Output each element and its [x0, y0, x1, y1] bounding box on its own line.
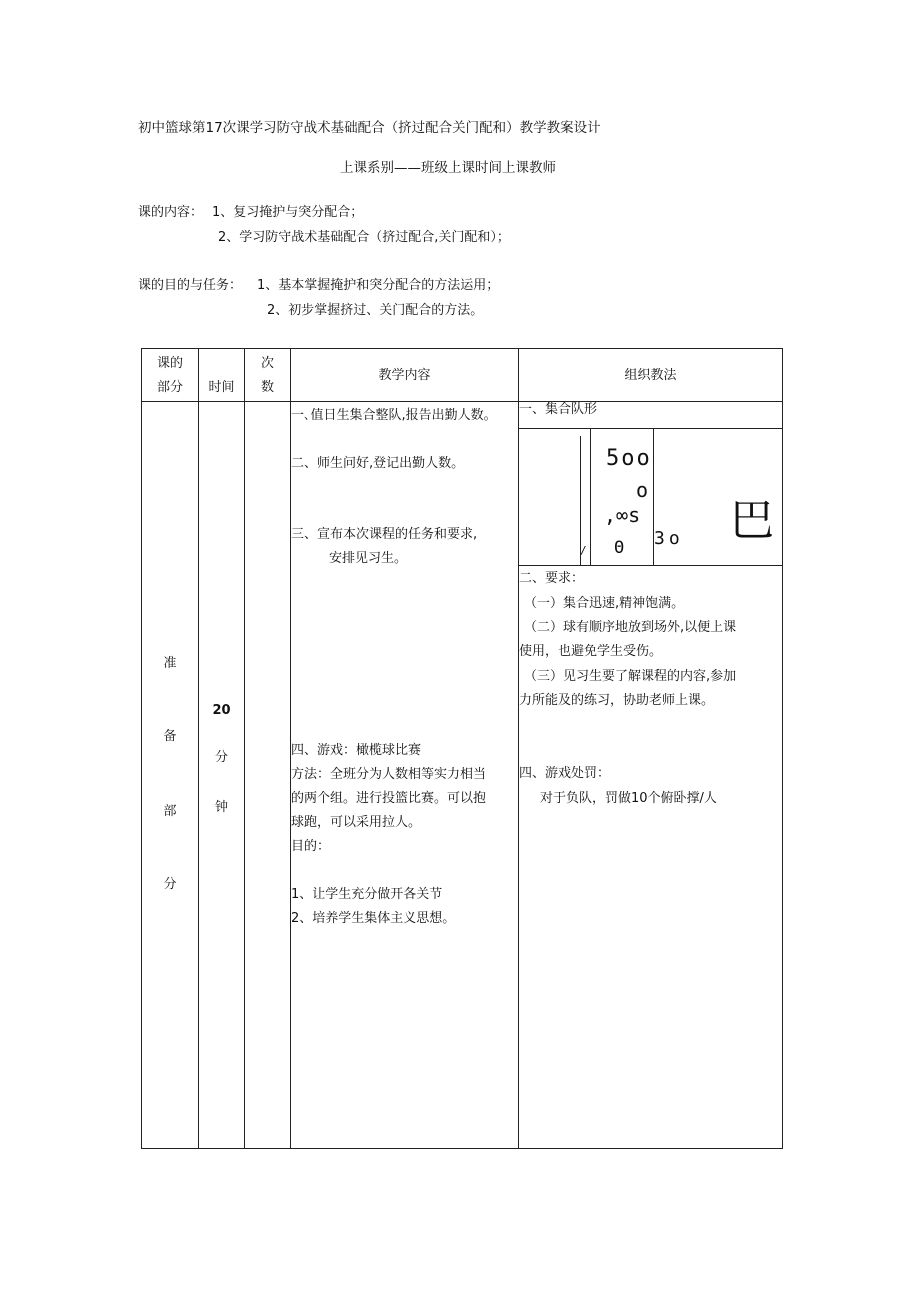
document-title: 初中篮球第17次课学习防守战术基础配合（挤过配合关门配和）教学教案设计: [138, 120, 601, 136]
formation-row-3: ,∞s: [604, 503, 641, 527]
formation-row-2: o: [636, 478, 649, 502]
content-game-goal-1: 1、让学生充分做开各关节: [291, 887, 443, 902]
org-requirement-2-line1: （二）球有顺序地放到场外,以便上课: [524, 620, 737, 635]
header-content: 教学内容: [378, 368, 431, 383]
section-char-2: 备: [163, 729, 177, 744]
content-item-announce-line2: 安排见习生。: [329, 551, 408, 566]
content-game-method-3: 球跑，可以采用拉人。: [291, 815, 422, 830]
header-part-line2: 部分: [156, 380, 183, 395]
org-penalty-text: 对于负队，罚做10个俯卧撑/人: [540, 791, 717, 806]
content-item-2: 2、学习防守战术基础配合（挤过配合,关门配和）；: [218, 230, 510, 245]
content-item-greeting: 二、师生问好,登记出勤人数。: [291, 456, 465, 471]
org-requirement-1: （一）集合迅速,精神饱满。: [524, 596, 685, 611]
header-time: 时间: [208, 380, 235, 395]
content-item-assembly: 一､值日生集合整队,报告出勤人数。: [291, 408, 497, 423]
content-item-1: 1、复习掩护与突分配合；: [212, 205, 364, 220]
section-char-3: 部: [163, 804, 177, 819]
formation-right-group: 3o: [654, 528, 684, 549]
goals-label: 课的目的与任务：: [138, 278, 243, 293]
section-time-value: 20: [212, 703, 231, 718]
content-label: 课的内容：: [138, 205, 204, 220]
org-requirement-2-line2: 使用，也避免学生受伤。: [519, 644, 663, 659]
header-count-line2: 数: [260, 380, 274, 395]
goals-item-1: 1、基本掌握掩护和突分配合的方法运用；: [257, 278, 500, 293]
content-game-method-2: 的两个组。进行投篮比赛。可以抱: [291, 791, 487, 806]
section-char-4: 分: [163, 877, 177, 892]
org-requirement-3-line2: 力所能及的练习，协助老师上课。: [519, 693, 715, 708]
header-part-line1: 课的: [156, 356, 183, 371]
goals-item-2: 2、初步掌握挤过、关门配合的方法。: [267, 303, 484, 318]
content-item-announce-line1: 三、宣布本次课程的任务和要求,: [291, 527, 478, 542]
org-formation-title: 一、集合队形: [519, 402, 598, 417]
org-requirement-3-line1: （三）见习生要了解课程的内容,参加: [524, 669, 737, 684]
header-method: 组织教法: [624, 368, 677, 383]
content-game-goal-2: 2、培养学生集体主义思想。: [291, 911, 456, 926]
content-game-title: 四、游戏：橄榄球比赛: [291, 743, 422, 758]
org-requirements-title: 二、要求：: [519, 571, 585, 586]
section-time-unit-2: 钟: [214, 800, 228, 815]
content-game-purpose: 目的：: [291, 839, 331, 854]
org-penalty-title: 四、游戏处罚：: [519, 766, 611, 781]
content-game-method-1: 方法：全班分为人数相等实力相当: [291, 767, 487, 782]
formation-symbol: 巴: [730, 495, 774, 546]
section-time-unit-1: 分: [214, 750, 228, 765]
document-subtitle: 上课系别——班级上课时间上课教师: [340, 160, 556, 176]
section-char-1: 准: [163, 656, 177, 671]
formation-slash: /: [580, 544, 587, 557]
formation-row-1: 5oo: [606, 446, 652, 471]
header-count-line1: 次: [260, 356, 274, 371]
formation-row-4: Θ: [614, 538, 625, 558]
